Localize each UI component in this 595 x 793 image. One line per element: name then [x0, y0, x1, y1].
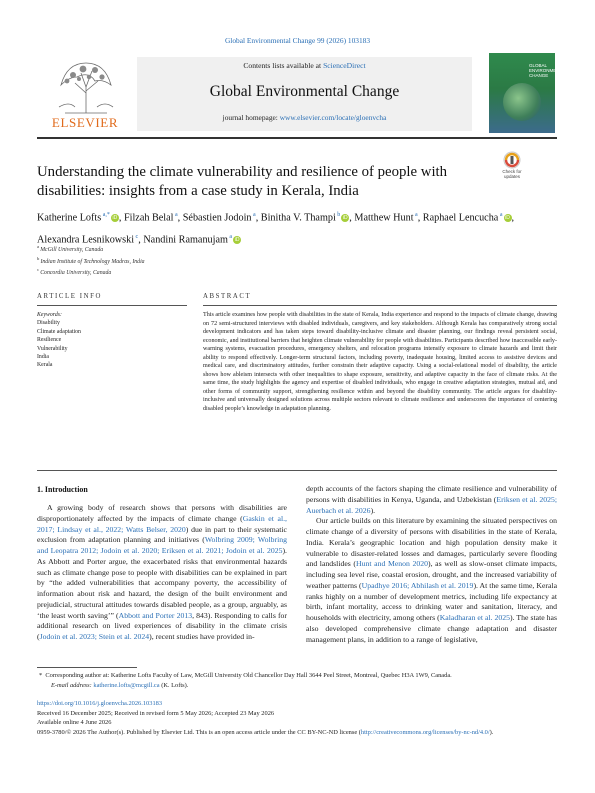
author-affiliation-mark[interactable]: a [173, 212, 178, 218]
abstract-rule [203, 305, 557, 306]
body-text: depth accounts of the factors shaping the climate resilience and vulnerability of persons with disabilities in Kenya, Uganda, and Uzbekistan ( [306, 484, 557, 504]
author-name[interactable]: Katherine Lofts [37, 212, 102, 224]
elsevier-tree-icon [55, 57, 117, 115]
article-footer [37, 699, 557, 737]
citation-link[interactable]: Wolbring 2009; Wolbring and Leopatra 2012; Jodoin et al. 2020; Eriksen et al. 2021; Jodoin et al. 2025 [37, 535, 287, 555]
body-column-right [306, 484, 557, 645]
license-link[interactable]: http://creativecommons.org/licenses/by-nc-nd/4.0/ [360, 728, 490, 736]
author-name[interactable]: Alexandra Lesnikowski [37, 234, 135, 246]
body-text: ), recent studies have provided in- [149, 632, 255, 641]
orcid-icon[interactable]: iD [505, 215, 510, 222]
footnote-line: * Corresponding author at: Katherine Lofts Faculty of Law, McGill University Old Chancellor Day Hall 3644 Peel Street, Montreal, Quebec H3A 1W9, Canada. [39, 672, 452, 679]
citation-link[interactable]: Upadhye 2016; Abhilash et al. 2019 [361, 580, 474, 590]
sciencedirect-link[interactable]: ScienceDirect [323, 61, 366, 70]
available-online: Available online 4 June 2026 [37, 719, 112, 727]
keyword: Vulnerability [37, 345, 68, 352]
citation-link[interactable]: Abbott and Porter 2013 [118, 610, 193, 620]
license-line: 0959-3780/© 2026 The Author(s). Published by Elsevier Ltd. This is an open access article under the CC BY-NC-ND license (http://creativecommons.org/licenses/by-nc-nd/4.0/). [37, 728, 494, 736]
body-text: ). The state has also developed comprehensive climate change adaptation and disaster management plans, in addition to a range of legislative, [306, 613, 557, 644]
author-affiliation-mark[interactable]: b [335, 212, 341, 218]
homepage-line: journal homepage: www.elsevier.com/locate/gloenvcha [222, 113, 387, 122]
body-text: ), as well as slow-onset climate impacts, including sea level rise, coastal erosion, drought, and the increased variability of weather patterns ( [306, 559, 557, 590]
author-name[interactable]: Filzah Belal [123, 212, 174, 224]
author-list: Katherine Lofts $^{a,*}$iD , Filzah Belal $^a$, Sébastien Jodoin $^a$, Binitha V. Thampi $^b$iD , Matthew Hunt $^a$, Raphael Lencucha $^a$iD , Alexandra Lesnikowski $^c$, Nandini Ramanujam $^a$iD [37, 212, 515, 246]
journal-title: Global Environmental Change [209, 83, 400, 100]
keyword: Resilience [37, 337, 62, 344]
journal-cover-image[interactable] [489, 53, 568, 133]
elsevier-logo[interactable] [37, 55, 133, 131]
email-link[interactable]: katherine.lofts@mcgill.ca [93, 682, 160, 689]
publisher-wordmark: ELSEVIER [51, 115, 119, 130]
keyword: Kerala [37, 362, 53, 369]
homepage-link[interactable]: www.elsevier.com/locate/gloenvcha [279, 113, 387, 122]
author-affiliation-mark[interactable]: a [227, 233, 233, 240]
body-text: ). [370, 505, 376, 515]
body-text: , 843). Responding to calls for additional research on lived experiences of disability in the climate crisis ( [37, 610, 287, 641]
affiliation-item: $^b$ Indian Institute of Technology Madras, India [37, 255, 145, 265]
author-name[interactable]: Sébastien Jodoin [182, 212, 252, 224]
corresponding-author-footnote [37, 671, 557, 691]
article-title: Understanding the climate vulnerability and resilience of people with disabilities: insights from a case study in Kerala, India [37, 164, 448, 199]
author-affiliation-mark[interactable]: a [498, 212, 503, 218]
citation-link[interactable]: Kaladharan et al. 2025 [439, 613, 511, 622]
author-name[interactable]: Raphael Lencucha [422, 212, 499, 224]
orcid-icon[interactable]: iD [112, 215, 118, 222]
body-text: A growing body of research shows that persons with disabilities are disproportionately affected by the impacts of climate change ( [37, 503, 287, 523]
received-dates: Received 16 December 2025; Received in revised form 5 May 2026; Accepted 23 May 2026 [37, 709, 275, 717]
affiliation-item: $^a$ McGill University, Canada [37, 244, 104, 253]
paragraph [306, 516, 557, 645]
abstract-divider [37, 470, 557, 471]
cover-title: GLOBAL ENVIRONMENTAL CHANGE [529, 63, 568, 78]
author-affiliation-mark[interactable]: a [413, 212, 418, 218]
body-column-left [37, 503, 287, 643]
journal-masthead [137, 57, 472, 131]
section-heading-introduction: 1. Introduction [37, 485, 88, 494]
email-line: E-mail address: katherine.lofts@mcgill.ca (K. Lofts). [51, 682, 189, 689]
body-text: Our article builds on this literature by examining the situated perspectives on climate change of a diversity of persons with disabilities in the state of Kerala, India. Kerala’s geographic location and high population density make it vulnerable to disaster-related losses and damages, particularly severe flooding and landslides ( [306, 516, 557, 569]
keyword: Climate adaptation [37, 328, 81, 335]
keywords-label: Keywords: [37, 312, 62, 318]
globe-icon [503, 83, 541, 121]
author-name[interactable]: Matthew Hunt [354, 212, 414, 224]
citation-link[interactable]: Eriksen et al. 2025; Auerbach et al. 2026 [306, 494, 558, 515]
paragraph [306, 484, 557, 516]
abstract-heading: ABSTRACT [203, 293, 252, 300]
orcid-icon[interactable]: iD [342, 215, 348, 222]
author-affiliation-mark[interactable]: c [134, 233, 139, 240]
author-name[interactable]: Binitha V. Thampi [260, 212, 336, 224]
body-text: ). At the same time, Kerala ranks highly on a number of development metrics, including life expectancy at birth, infant mortality, access to drinking water and sanitation, literacy, and households with electricity, among others ( [306, 580, 558, 622]
citation-link[interactable]: Jodoin et al. 2023; Stein et al. 2024 [39, 632, 150, 641]
article-info-heading: ARTICLE INFO [37, 293, 103, 300]
check-updates-label: Check for updates [502, 169, 522, 179]
contents-line: Contents lists available at ScienceDirect [243, 61, 366, 70]
footnote-rule [37, 667, 137, 668]
body-text: ). As Abbott and Porter argue, the exacerbated risks that environmental hazards such as climate change pose to people with disabilities can be explained in part by “the added vulnerabilities that accompany poverty, the accessibility of information about risk and hazard, the design of the built environment and prejudicial, structural attitudes towards disabled people, as a group, arguably, as ‘the least worth saving’” ( [37, 546, 287, 620]
orcid-icon[interactable]: iD [234, 237, 240, 244]
author-affiliation-mark[interactable]: a,* [101, 212, 110, 218]
check-for-updates-button[interactable] [497, 150, 527, 182]
affiliations [37, 243, 337, 278]
doi-link[interactable]: https://doi.org/10.1016/j.gloenvcha.2026.103183 [37, 700, 163, 707]
body-text: ) due in part to their systematic exclusion from adaptation planning and initiatives ( [37, 524, 288, 545]
header-divider [37, 137, 557, 139]
keywords-block [37, 311, 187, 370]
keyword: India [37, 354, 49, 361]
affiliation-item: $^c$ Concordia University, Canada [37, 267, 112, 276]
abstract-text: This article examines how people with disabilities in the state of Kerala, India experience and respond to the impacts of climate change, drawing on 72 semi-structured interviews with disabled individuals, caregivers, and key stakeholders. Although Kerala has comparatively strong social development indicators and has taken steps toward disability-inclusive climate and disaster planning, our findings reveal persistent social, economic, and institutional barriers that heighten climate vulnerability for people with disabilities. Participants described how inaccessible early-warning systems, evacuation procedures, emergency shelters, and relocation programs intensify exposure to climate hazards and limit their ability to respond effectively. Longer-term structural factors, including poverty, inadequate housing, limited access to assistive devices and medical care, and discriminatory attitudes, further constrain their adaptive capacity. Using a social-relational model of disability, the article shows how ableism intersects with other inequalities to shape exposure, sensitivity, and adaptive capacity in the face of climate risks. At the same time, the study highlights the agency and expertise of disabled individuals, who engage in creative adaptation strategies, mutual aid, and other forms of community support, strengthening resilience within and beyond the disability community. The article argues for disability-inclusive and universally designed solutions across multiple sectors relevant to climate resilience and underscores the importance of centering disabled people’s knowledge in adaptation planning. [203, 312, 557, 413]
journal-header [37, 53, 568, 135]
citation-link[interactable]: Gaskin et al., 2017; Lindsay et al., 2022; Watts Belser, 2020 [37, 513, 287, 534]
citation-link[interactable]: Hunt and Menon 2020 [356, 559, 429, 569]
author-name[interactable]: Nandini Ramanujam [143, 234, 228, 246]
article-info-rule [37, 305, 187, 306]
author-affiliation-mark[interactable]: a [251, 212, 256, 218]
journal-reference[interactable]: Global Environmental Change 99 (2026) 103183 [224, 36, 371, 45]
keyword: Disability [37, 320, 60, 327]
